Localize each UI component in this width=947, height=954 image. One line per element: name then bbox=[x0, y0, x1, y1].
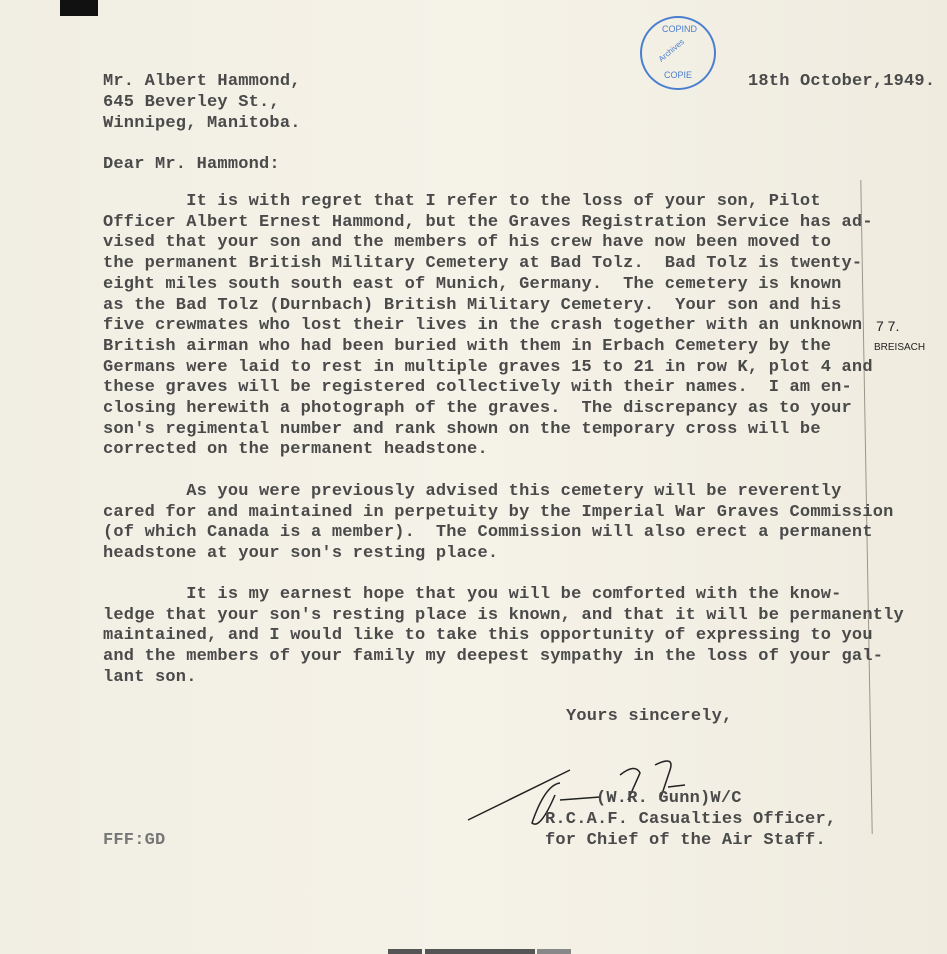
signature-name: (W.R. Gunn)W/C bbox=[596, 789, 742, 808]
letter-date: 18th October,1949. bbox=[748, 72, 936, 91]
viewer-toolbar-segment[interactable] bbox=[388, 949, 422, 954]
body-line: It is with regret that I refer to the loss of your son, Pilot bbox=[103, 192, 821, 211]
handwritten-correction: BREISACH bbox=[874, 342, 926, 353]
viewer-toolbar-segment[interactable] bbox=[537, 949, 571, 954]
body-line: Germans were laid to rest in multiple graves 15 to 21 in row K, plot 4 and bbox=[103, 357, 873, 377]
body-line: lant son. bbox=[103, 667, 197, 687]
viewer-toolbar-segment[interactable] bbox=[425, 949, 535, 954]
archive-stamp bbox=[640, 16, 716, 90]
margin-note: 7 7. bbox=[876, 318, 900, 334]
closing: Yours sincerely, bbox=[566, 707, 733, 726]
body-line: closing herewith a photograph of the graves. The discrepancy as to your bbox=[103, 399, 852, 418]
recipient-line: 645 Beverley St., bbox=[103, 93, 280, 112]
body-line: (of which Canada is a member). The Commission will also erect a permanent bbox=[103, 523, 873, 543]
body-line: the permanent British Military Cemetery at Bad Tolz. Bad Tolz is twenty- bbox=[103, 254, 863, 274]
body-line: son's regimental number and rank shown on the temporary cross will be bbox=[103, 419, 821, 439]
body-line: corrected on the permanent headstone. bbox=[103, 440, 488, 460]
body-line: cared for and maintained in perpetuity by the Imperial War Graves Commission bbox=[103, 502, 894, 522]
body-line: As you were previously advised this cemetery will be reverently bbox=[103, 482, 842, 501]
salutation: Dear Mr. Hammond: bbox=[103, 155, 280, 174]
body-line: as the Bad Tolz (Durnbach) British Military Cemetery. Your son and his bbox=[103, 295, 842, 315]
stamp-bottom-text: COPIE bbox=[664, 70, 693, 80]
recipient-line: Winnipeg, Manitoba. bbox=[103, 114, 301, 133]
body-line: five crewmates who lost their lives in the crash together with an unknown bbox=[103, 316, 863, 336]
body-line: It is my earnest hope that you will be comforted with the know- bbox=[103, 585, 842, 604]
body-line: headstone at your son's resting place. bbox=[103, 544, 499, 564]
body-line: maintained, and I would like to take this opportunity of expressing to you bbox=[103, 626, 873, 646]
stamp-top-text: COPIND bbox=[662, 24, 698, 34]
signature-title: for Chief of the Air Staff. bbox=[545, 831, 826, 850]
body-line: British airman who had been buried with them in Erbach Cemetery by the bbox=[103, 336, 832, 356]
body-line: and the members of your family my deepest sympathy in the loss of your gal- bbox=[103, 647, 884, 667]
body-line: Officer Albert Ernest Hammond, but the Graves Registration Service has ad- bbox=[103, 212, 873, 232]
reference-initials: FFF:GD bbox=[103, 831, 166, 850]
signature-title: R.C.A.F. Casualties Officer, bbox=[545, 810, 837, 829]
scan-edge-mark bbox=[60, 0, 98, 16]
body-line: eight miles south south east of Munich, Germany. The cemetery is known bbox=[103, 274, 842, 294]
body-line: vised that your son and the members of his crew have now been moved to bbox=[103, 233, 832, 253]
stamp-center-text: Archives bbox=[656, 37, 686, 64]
body-line: ledge that your son's resting place is known, and that it will be permanently bbox=[103, 605, 904, 625]
body-line: these graves will be registered collectively with their names. I am en- bbox=[103, 378, 852, 398]
recipient-line: Mr. Albert Hammond, bbox=[103, 72, 301, 91]
